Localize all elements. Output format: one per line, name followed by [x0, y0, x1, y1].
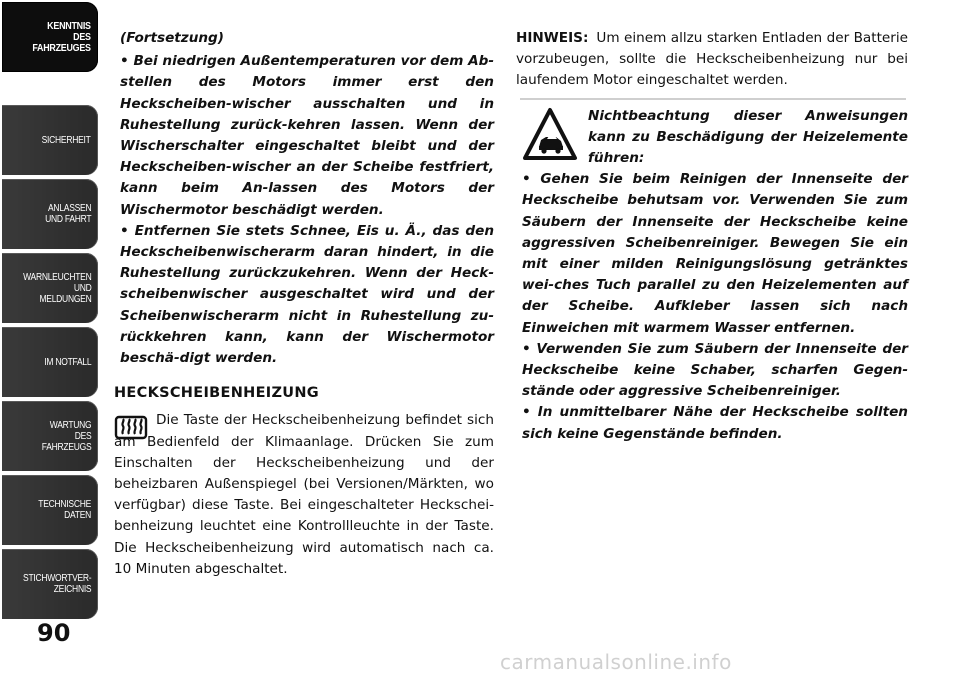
- watermark: carmanualsonline.info: [500, 650, 732, 674]
- tab-kenntnis-des-fahrzeuges[interactable]: [2, 2, 98, 72]
- tab-im-notfall[interactable]: [2, 327, 98, 397]
- warning-heading: Nichtbeachtung dieser Anweisungen kann zu Beschädigung der Heizelemente führen:: [588, 107, 908, 167]
- warning-bullet: • Gehen Sie beim Reinigen der Innenseite der Heckscheibe behutsam vor. Verwenden Sie zum Säubern der Innenseite der Heckscheibe keine aggressiven Scheibenreiniger. Bewegen Sie ein mit einer milden Reinigungslösung getränktes wei-ches Tuch parallel zu den Heizelementen auf der Scheibe. Aufkleber lassen sich nach Einweichen mit warmem Wasser entfernen.: [522, 171, 908, 336]
- tab-label: TECHNISCHE DATEN: [38, 499, 91, 521]
- page-number: 90: [37, 619, 71, 647]
- warning-bullets: [516, 169, 908, 445]
- tab-label: STICHWORTVER- ZEICHNIS: [22, 573, 91, 595]
- tab-stichwortverzeichnis[interactable]: [2, 549, 98, 619]
- note-paragraph: [516, 28, 908, 92]
- tab-technische-daten[interactable]: [2, 475, 98, 545]
- section-body: Die Taste der Heckscheibenheizung befindet sich am Bedienfeld der Klimaanlage. Drücken Sie zum Einschalten der Heckscheibenheizung und der beheizbaren Außenspiegel (bei Versionen/Märkten, wo verfügbar) diese Taste. Bei eingeschalteter Heckschei-benheizung leuchtet eine Kontrollleuchte in der Taste. Die Heckscheibenheizung wird automatisch nach ca. 10 Minuten abgeschaltet.: [114, 412, 494, 577]
- tab-label: IM NOTFALL: [43, 356, 91, 368]
- warning-box: [516, 102, 908, 445]
- vehicle-warning-triangle-icon: [522, 107, 578, 161]
- section-heading: HECKSCHEIBENHEIZUNG: [114, 385, 319, 402]
- tab-label: WARNLEUCHTEN UND MELDUNGEN: [22, 271, 91, 305]
- tab-sicherheit[interactable]: [2, 105, 98, 175]
- caution-bullet: • Entfernen Sie stets Schnee, Eis u. Ä., das den Heckscheibenwischerarm daran hindert, in die Ruhestellung zurückzukehren. Wenn der Heck-scheibenwischer ausgeschaltet wird und der Scheibenwischerarm nicht in Ruhestellung zu-rückkehren kann, kann der Wischermotor beschä-digt werden.: [120, 222, 494, 367]
- note-label: HINWEIS:: [516, 30, 589, 46]
- note-text: Um einem allzu starken Entladen der Batterie vorzubeugen, sollte die Heckscheibenheizung nur bei laufendem Motor eingeschaltet werden.: [516, 30, 908, 89]
- tab-wartung-des-fahrzeugs[interactable]: [2, 401, 98, 471]
- tab-label: ANLASSEN UND FAHRT: [44, 203, 91, 225]
- chapter-tabs: [0, 0, 100, 600]
- tab-warnleuchten[interactable]: [2, 253, 98, 323]
- warning-bullet: • In unmittelbarer Nähe der Heckscheibe sollten sich keine Gegenstände befinden.: [522, 404, 908, 442]
- left-column: [114, 28, 494, 580]
- defrost-paragraph: [114, 410, 494, 580]
- caution-bullet: • Bei niedrigen Außentemperaturen vor dem Ab-stellen des Motors immer erst den Heckscheiben-wischer ausschalten und in Ruhestellung zurück-kehren lassen. Wenn der Wischerschalter eingeschaltet bleibt und der Heckscheiben-wischer an der Scheibe festfriert, kann beim An-lassen des Motors der Wischermotor beschädigt werden.: [120, 53, 494, 218]
- tab-label: KENNTNIS DES FAHRZEUGES: [32, 19, 91, 54]
- tab-label: WARTUNG DES FAHRZEUGS: [41, 419, 91, 453]
- tab-anlassen-und-fahrt[interactable]: [2, 179, 98, 249]
- rear-window-defrost-icon: [114, 414, 148, 442]
- continuation-label: (Fortsetzung): [120, 30, 225, 46]
- warning-bullet: • Verwenden Sie zum Säubern der Innenseite der Heckscheibe keine Schaber, scharfen Gegen-stände oder aggressive Scheibenreiniger.: [522, 340, 908, 400]
- tab-label: SICHERHEIT: [42, 134, 91, 146]
- right-column: [516, 28, 908, 445]
- divider: [520, 98, 906, 100]
